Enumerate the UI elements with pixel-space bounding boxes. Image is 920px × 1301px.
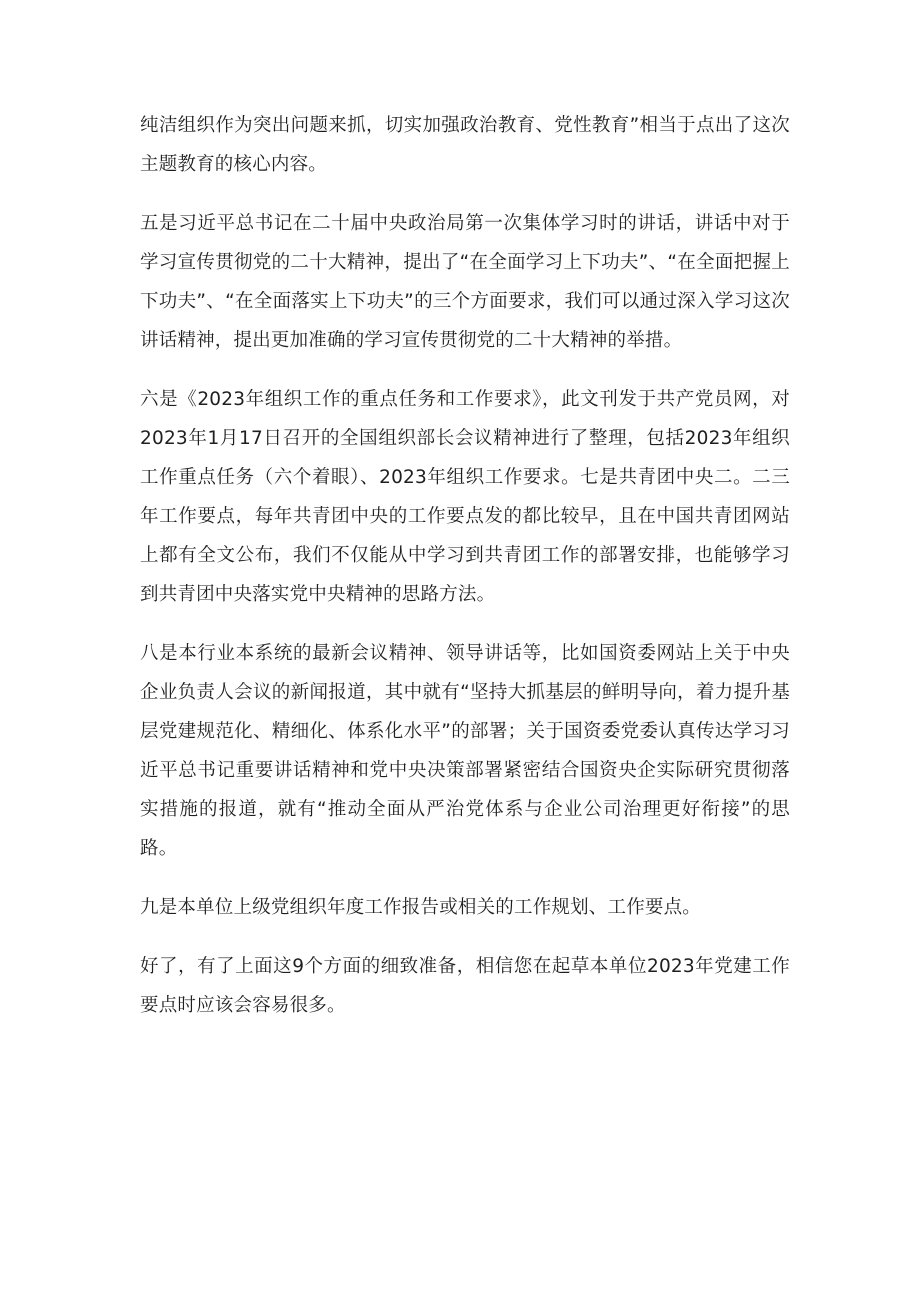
paragraph-3: 六是《2023年组织工作的重点任务和工作要求》，此文刊发于共产党员网，对2023年1月17日召开的全国组织部长会议精神进行了整理，包括2023年组织工作重点任务（六个着眼）、2023年组织工作要求。七是共青团中央二。二三年工作要点，每年共青团中央的工作要点发的都比较早，且在中国共青团网站上都有全文公布，我们不仅能从中学习到共青团工作的部署安排，也能够学习到共青团中央落实党中央精神的思路方法。: [140, 389, 790, 605]
paragraph-5: 九是本单位上级党组织年度工作报告或相关的工作规划、工作要点。: [140, 897, 702, 918]
paragraph-6: 好了，有了上面这9个方面的细致准备，相信您在起草本单位2023年党建工作要点时应该会容易很多。: [140, 956, 790, 1016]
paragraph-2: 五是习近平总书记在二十届中央政治局第一次集体学习时的讲话，讲话中对于学习宣传贯彻党的二十大精神，提出了“在全面学习上下功夫”、“在全面把握上下功夫”、“在全面落实上下功夫”的三个方面要求，我们可以通过深入学习这次讲话精神，提出更加准确的学习宣传贯彻党的二十大精神的举措。: [140, 213, 790, 351]
paragraph-4: 八是本行业本系统的最新会议精神、领导讲话等，比如国资委网站上关于中央企业负责人会议的新闻报道，其中就有“坚持大抓基层的鲜明导向，着力提升基层党建规范化、精细化、体系化水平”的部署；关于国资委党委认真传达学习习近平总书记重要讲话精神和党中央决策部署紧密结合国资央企实际研究贯彻落实措施的报道，就有“推动全面从严治党体系与企业公司治理更好衔接”的思路。: [140, 643, 790, 859]
document-body: [140, 106, 790, 1033]
paragraph-1: 纯洁组织作为突出问题来抓，切实加强政治教育、党性教育”相当于点出了这次主题教育的核心内容。: [140, 115, 790, 175]
